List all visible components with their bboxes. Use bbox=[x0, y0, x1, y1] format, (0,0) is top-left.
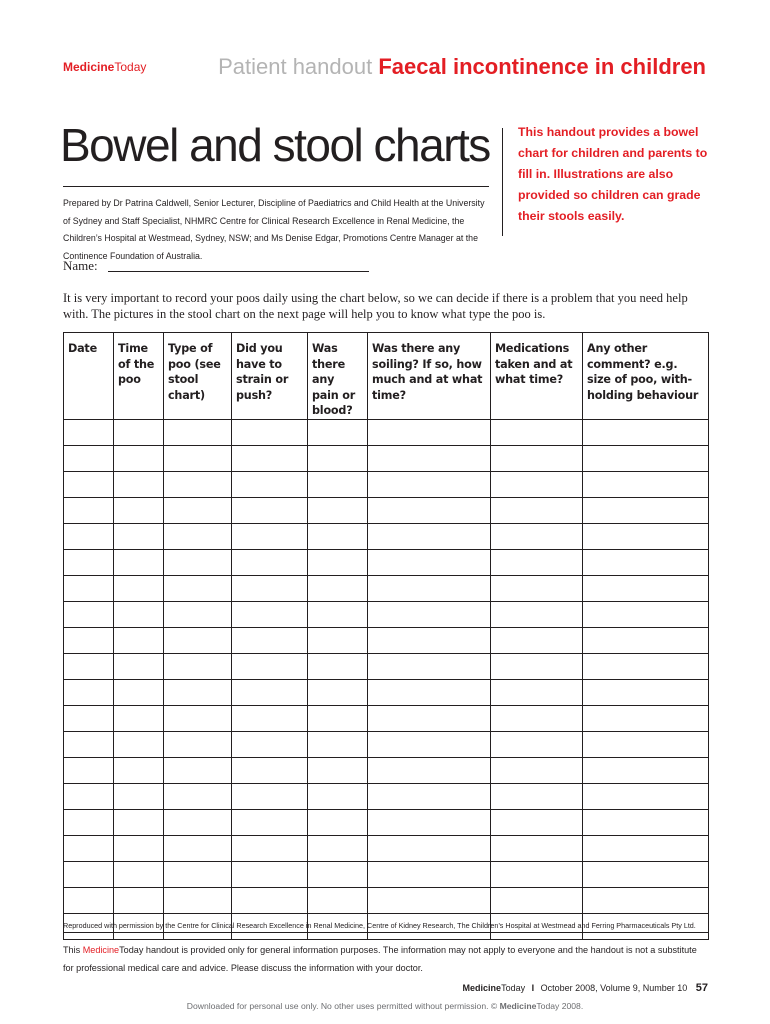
brand-part1: Medicine bbox=[63, 60, 115, 74]
table-cell[interactable] bbox=[308, 835, 368, 861]
footer-separator: I bbox=[531, 983, 535, 993]
table-cell[interactable] bbox=[164, 653, 232, 679]
table-cell[interactable] bbox=[114, 419, 164, 445]
table-cell[interactable] bbox=[368, 549, 491, 575]
download-brand2: Today bbox=[536, 1001, 560, 1011]
table-cell[interactable] bbox=[583, 809, 709, 835]
table-cell[interactable] bbox=[583, 523, 709, 549]
credit-divider bbox=[63, 932, 708, 933]
brand-logo bbox=[63, 60, 146, 74]
table-cell[interactable] bbox=[491, 419, 583, 445]
table-cell[interactable] bbox=[114, 549, 164, 575]
brand-part2: Today bbox=[114, 60, 147, 74]
table-cell[interactable] bbox=[308, 627, 368, 653]
table-cell[interactable] bbox=[583, 861, 709, 887]
table-cell[interactable] bbox=[491, 653, 583, 679]
table-cell[interactable] bbox=[164, 419, 232, 445]
table-cell[interactable] bbox=[491, 679, 583, 705]
footer-brand1: Medicine bbox=[462, 983, 502, 993]
table-cell[interactable] bbox=[114, 653, 164, 679]
disclaimer bbox=[63, 942, 708, 977]
table-cell[interactable] bbox=[114, 783, 164, 809]
table-cell[interactable] bbox=[308, 809, 368, 835]
table-cell[interactable] bbox=[232, 835, 308, 861]
disclaimer-pre: This bbox=[63, 945, 83, 955]
header-title: Faecal incontinence in children bbox=[378, 54, 706, 79]
table-cell[interactable] bbox=[114, 679, 164, 705]
table-cell[interactable] bbox=[368, 523, 491, 549]
table-cell[interactable] bbox=[114, 757, 164, 783]
table-row bbox=[64, 627, 709, 653]
table-row bbox=[64, 419, 709, 445]
table-cell[interactable] bbox=[232, 731, 308, 757]
download-brand1: Medicine bbox=[499, 1001, 537, 1011]
table-cell[interactable] bbox=[232, 419, 308, 445]
table-cell[interactable] bbox=[308, 445, 368, 471]
table-cell[interactable] bbox=[232, 497, 308, 523]
table-cell[interactable] bbox=[491, 497, 583, 523]
table-header-row bbox=[64, 333, 709, 420]
table-row bbox=[64, 731, 709, 757]
disclaimer-brand2: Today bbox=[119, 945, 144, 955]
table-cell[interactable] bbox=[64, 601, 114, 627]
table-cell[interactable] bbox=[114, 731, 164, 757]
table-cell[interactable] bbox=[368, 601, 491, 627]
table-cell[interactable] bbox=[232, 627, 308, 653]
table-cell[interactable] bbox=[64, 653, 114, 679]
table-cell[interactable] bbox=[114, 471, 164, 497]
table-cell[interactable] bbox=[232, 861, 308, 887]
table-cell[interactable] bbox=[368, 627, 491, 653]
table-cell[interactable] bbox=[232, 679, 308, 705]
download-notice bbox=[0, 1001, 770, 1011]
footer-reference bbox=[463, 982, 708, 994]
table-cell[interactable] bbox=[114, 809, 164, 835]
table-cell[interactable] bbox=[64, 497, 114, 523]
title-divider bbox=[63, 186, 489, 187]
table-cell[interactable] bbox=[164, 835, 232, 861]
table-cell[interactable] bbox=[114, 497, 164, 523]
table-cell[interactable] bbox=[308, 523, 368, 549]
table-cell[interactable] bbox=[368, 471, 491, 497]
table-cell[interactable] bbox=[64, 471, 114, 497]
table-cell[interactable] bbox=[491, 445, 583, 471]
table-cell[interactable] bbox=[232, 523, 308, 549]
table-row bbox=[64, 445, 709, 471]
table-cell[interactable] bbox=[64, 731, 114, 757]
table-cell[interactable] bbox=[308, 731, 368, 757]
page-title: Bowel and stool charts bbox=[60, 119, 490, 171]
intro-text: This handout provides a bowel chart for children and parents to fill in. Illustrations are also provided so children can grade their stools easily. bbox=[518, 125, 708, 223]
table-cell[interactable] bbox=[114, 887, 164, 913]
table-row bbox=[64, 809, 709, 835]
header-prefix: Patient handout bbox=[218, 54, 373, 79]
download-pre: Downloaded for personal use only. No other uses permitted without permission. © bbox=[186, 1001, 500, 1011]
page-number: 57 bbox=[695, 982, 708, 994]
table-cell[interactable] bbox=[308, 575, 368, 601]
table-cell[interactable] bbox=[583, 445, 709, 471]
col-header-comment: Any other comment? e.g. size of poo, with-holding behaviour bbox=[583, 333, 709, 420]
table-cell[interactable] bbox=[232, 471, 308, 497]
table-cell[interactable] bbox=[368, 419, 491, 445]
name-field-line[interactable] bbox=[108, 271, 369, 272]
table-cell[interactable] bbox=[583, 549, 709, 575]
table-cell[interactable] bbox=[583, 419, 709, 445]
table-cell[interactable] bbox=[583, 835, 709, 861]
table-cell[interactable] bbox=[164, 809, 232, 835]
table-cell[interactable] bbox=[583, 705, 709, 731]
table-row bbox=[64, 523, 709, 549]
table-row bbox=[64, 471, 709, 497]
table-cell[interactable] bbox=[64, 835, 114, 861]
table-row bbox=[64, 861, 709, 887]
table-cell[interactable] bbox=[232, 705, 308, 731]
table-row bbox=[64, 575, 709, 601]
table-cell[interactable] bbox=[491, 601, 583, 627]
table-cell[interactable] bbox=[232, 757, 308, 783]
table-cell[interactable] bbox=[583, 757, 709, 783]
table-cell[interactable] bbox=[308, 471, 368, 497]
table-cell[interactable] bbox=[64, 549, 114, 575]
table-cell[interactable] bbox=[491, 471, 583, 497]
table-cell[interactable] bbox=[64, 705, 114, 731]
table-cell[interactable] bbox=[368, 705, 491, 731]
vertical-divider bbox=[502, 128, 503, 236]
table-cell[interactable] bbox=[491, 783, 583, 809]
table-cell[interactable] bbox=[114, 627, 164, 653]
table-cell[interactable] bbox=[164, 575, 232, 601]
table-cell[interactable] bbox=[114, 575, 164, 601]
table-cell[interactable] bbox=[368, 575, 491, 601]
table-cell[interactable] bbox=[308, 497, 368, 523]
table-row bbox=[64, 835, 709, 861]
table-cell[interactable] bbox=[164, 497, 232, 523]
col-header-medications: Medications taken and at what time? bbox=[491, 333, 583, 420]
table-cell[interactable] bbox=[583, 783, 709, 809]
table-cell[interactable] bbox=[232, 887, 308, 913]
table-cell[interactable] bbox=[491, 575, 583, 601]
table-cell[interactable] bbox=[308, 757, 368, 783]
prepared-by: Prepared by Dr Patrina Caldwell, Senior Lecturer, Discipline of Paediatrics and Child Health at the University of Sydney and Staff Specialist, NHMRC Centre for Clinical Research Excellence in Renal Medicine, the Children’s Hospital at Westmead, Sydney, NSW; and Ms Denise Edgar, Promotions Centre Manager at the Continence Foundation of Australia. bbox=[63, 198, 485, 261]
table-cell[interactable] bbox=[308, 549, 368, 575]
table-cell[interactable] bbox=[164, 601, 232, 627]
table-cell[interactable] bbox=[164, 627, 232, 653]
table-cell[interactable] bbox=[491, 835, 583, 861]
table-cell[interactable] bbox=[64, 523, 114, 549]
footer-brand2: Today bbox=[501, 983, 526, 993]
table-row bbox=[64, 887, 709, 913]
table-cell[interactable] bbox=[583, 575, 709, 601]
table-cell[interactable] bbox=[368, 679, 491, 705]
table-cell[interactable] bbox=[232, 549, 308, 575]
table-row bbox=[64, 549, 709, 575]
table-row bbox=[64, 679, 709, 705]
table-cell[interactable] bbox=[164, 861, 232, 887]
table-cell[interactable] bbox=[232, 653, 308, 679]
table-cell[interactable] bbox=[308, 679, 368, 705]
disclaimer-post: handout is provided only for general information purposes. The information may not apply to everyone and the handout is not a substitute for professional medical care and advice. Please discuss the information with your doctor. bbox=[63, 945, 697, 973]
table-cell[interactable] bbox=[114, 705, 164, 731]
table-cell[interactable] bbox=[491, 523, 583, 549]
download-post: 2008. bbox=[559, 1001, 584, 1011]
table-cell[interactable] bbox=[308, 887, 368, 913]
table-cell[interactable] bbox=[164, 887, 232, 913]
table-cell[interactable] bbox=[368, 887, 491, 913]
table-cell[interactable] bbox=[114, 835, 164, 861]
table-cell[interactable] bbox=[308, 783, 368, 809]
table-cell[interactable] bbox=[164, 757, 232, 783]
table-cell[interactable] bbox=[64, 419, 114, 445]
instructions-paragraph: It is very important to record your poos daily using the chart below, so we can decide if there is a problem that you need help with. The pictures in the stool chart on the next page will help you to know what type the poo is. bbox=[63, 291, 688, 321]
table-cell[interactable] bbox=[368, 731, 491, 757]
table-row bbox=[64, 705, 709, 731]
name-label: Name: bbox=[63, 258, 98, 273]
table-cell[interactable] bbox=[164, 471, 232, 497]
table-cell[interactable] bbox=[491, 731, 583, 757]
table-cell[interactable] bbox=[308, 419, 368, 445]
table-cell[interactable] bbox=[368, 809, 491, 835]
col-header-time: Time of the poo bbox=[114, 333, 164, 420]
table-row bbox=[64, 497, 709, 523]
table-cell[interactable] bbox=[64, 679, 114, 705]
table-cell[interactable] bbox=[232, 575, 308, 601]
table-cell[interactable] bbox=[583, 471, 709, 497]
table-cell[interactable] bbox=[368, 835, 491, 861]
footer-issue: October 2008, Volume 9, Number 10 bbox=[540, 983, 688, 993]
table-row bbox=[64, 783, 709, 809]
table-row bbox=[64, 653, 709, 679]
table-cell[interactable] bbox=[368, 445, 491, 471]
table-cell[interactable] bbox=[308, 705, 368, 731]
table-cell[interactable] bbox=[232, 783, 308, 809]
table-cell[interactable] bbox=[164, 679, 232, 705]
table-row bbox=[64, 601, 709, 627]
table-cell[interactable] bbox=[164, 523, 232, 549]
table-cell[interactable] bbox=[368, 757, 491, 783]
table-cell[interactable] bbox=[164, 549, 232, 575]
credit-line: Reproduced with permission by the Centre for Clinical Research Excellence in Renal Medicine, Centre of Kidney Research, The Children’s Hospital at Westmead and Ferring Pharmaceuticals Pty Ltd. bbox=[63, 921, 696, 930]
table-cell[interactable] bbox=[583, 887, 709, 913]
handout-header bbox=[218, 54, 706, 80]
table-cell[interactable] bbox=[164, 445, 232, 471]
table-cell[interactable] bbox=[583, 731, 709, 757]
table-cell[interactable] bbox=[491, 809, 583, 835]
table-cell[interactable] bbox=[64, 757, 114, 783]
table-cell[interactable] bbox=[64, 627, 114, 653]
table-cell[interactable] bbox=[583, 497, 709, 523]
table-cell[interactable] bbox=[308, 653, 368, 679]
table-cell[interactable] bbox=[64, 445, 114, 471]
table-cell[interactable] bbox=[368, 783, 491, 809]
col-header-pain: Was there any pain or blood? bbox=[308, 333, 368, 420]
table-cell[interactable] bbox=[583, 601, 709, 627]
table-cell[interactable] bbox=[64, 887, 114, 913]
table-cell[interactable] bbox=[232, 601, 308, 627]
table-cell[interactable] bbox=[64, 575, 114, 601]
table-cell[interactable] bbox=[583, 653, 709, 679]
table-cell[interactable] bbox=[368, 653, 491, 679]
table-row bbox=[64, 757, 709, 783]
table-cell[interactable] bbox=[308, 861, 368, 887]
table-cell[interactable] bbox=[368, 497, 491, 523]
disclaimer-brand1: Medicine bbox=[82, 945, 120, 955]
table-cell[interactable] bbox=[368, 861, 491, 887]
table-cell[interactable] bbox=[491, 627, 583, 653]
table-cell[interactable] bbox=[232, 809, 308, 835]
table-cell[interactable] bbox=[308, 601, 368, 627]
table-cell[interactable] bbox=[583, 679, 709, 705]
table-cell[interactable] bbox=[114, 523, 164, 549]
table-cell[interactable] bbox=[114, 445, 164, 471]
col-header-strain: Did you have to strain or push? bbox=[232, 333, 308, 420]
table-cell[interactable] bbox=[64, 809, 114, 835]
bowel-chart-table bbox=[63, 332, 709, 940]
table-cell[interactable] bbox=[491, 549, 583, 575]
table-cell[interactable] bbox=[491, 887, 583, 913]
table-cell[interactable] bbox=[491, 705, 583, 731]
col-header-date: Date bbox=[64, 333, 114, 420]
table-cell[interactable] bbox=[64, 861, 114, 887]
table-cell[interactable] bbox=[164, 731, 232, 757]
table-cell[interactable] bbox=[232, 445, 308, 471]
table-cell[interactable] bbox=[491, 757, 583, 783]
table-cell[interactable] bbox=[64, 783, 114, 809]
table-cell[interactable] bbox=[491, 861, 583, 887]
table-cell[interactable] bbox=[583, 627, 709, 653]
table-cell[interactable] bbox=[164, 705, 232, 731]
col-header-type: Type of poo (see stool chart) bbox=[164, 333, 232, 420]
table-cell[interactable] bbox=[114, 601, 164, 627]
table-cell[interactable] bbox=[164, 783, 232, 809]
col-header-soiling: Was there any soiling? If so, how much and at what time? bbox=[368, 333, 491, 420]
table-cell[interactable] bbox=[114, 861, 164, 887]
